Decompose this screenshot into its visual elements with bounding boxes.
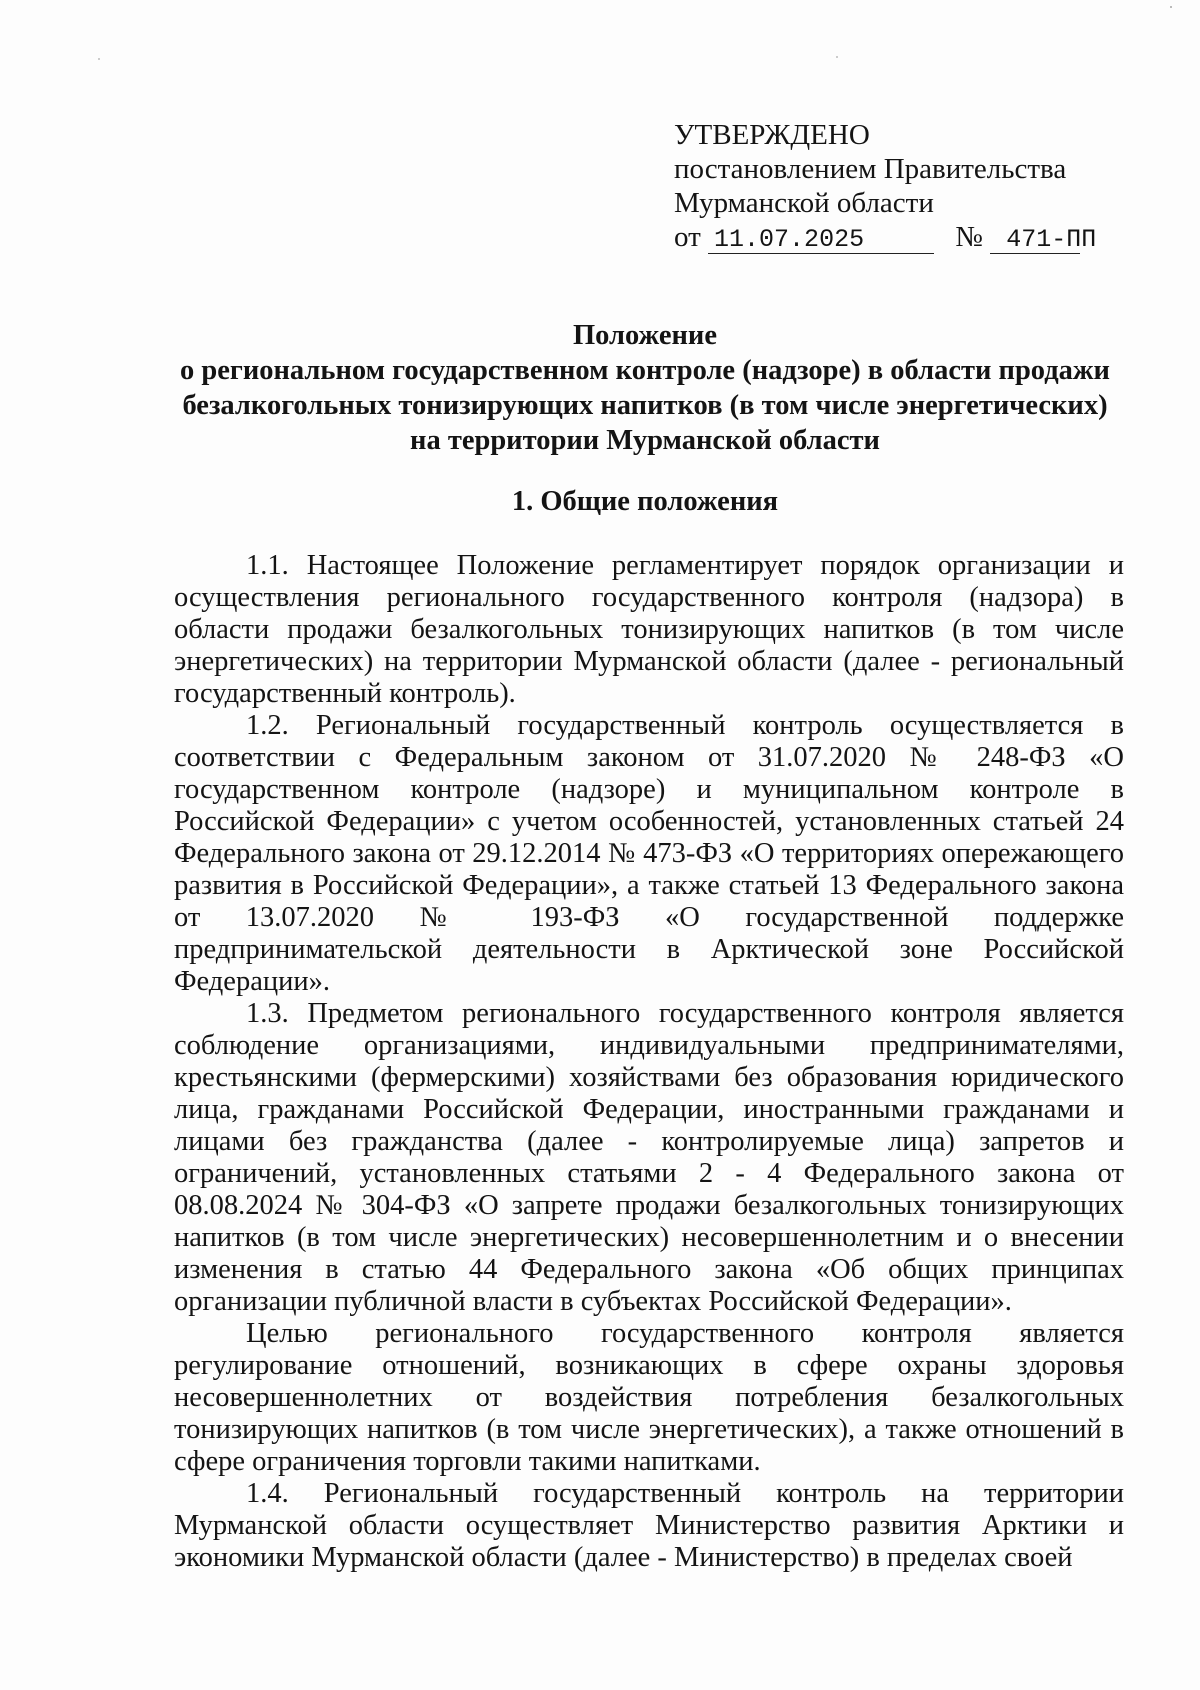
paragraph-1-3: 1.3. Предметом регионального государственного контроля является соблюдение организациями, индивидуальными предпринимателями, крестьянскими (фермерскими) хозяйствами без образования юридического лица, гражданами Российской Федерации, иностранными гражданами и лицами без гражданства (далее - контролируемые лица) запретов и ограничений, установленных статьями 2 - 4 Федерального закона от 08.08.2024 № 304-ФЗ «О запрете продажи безалкогольных тонизирующих напитков (в том числе энергетических) несовершеннолетним и о внесении изменения в статью 44 Федерального закона «Об общих принципах организации публичной власти в субъектах Российской Федерации».	[174, 998, 1124, 1317]
approval-number: 471-ПП	[990, 227, 1080, 254]
from-label: от	[674, 221, 701, 253]
approval-stamp	[674, 118, 1134, 254]
approval-heading: УТВЕРЖДЕНО	[674, 119, 870, 151]
approval-date: 11.07.2025	[708, 227, 934, 254]
title-line-1: Положение	[572, 320, 717, 351]
paragraph-1-4: 1.4. Региональный государственный контроль на территории Мурманской области осуществляет Министерство развития Арктики и экономики Мурманской области (далее - Министерство) в пределах своей	[174, 1478, 1124, 1573]
number-label: №	[955, 221, 983, 253]
paragraph-goal: Целью регионального государственного контроля является регулирование отношений, возникающих в сфере охраны здоровья несовершеннолетних от воздействия потребления безалкогольных тонизирующих напитков (в том числе энергетических), а также отношений в сфере ограничения торговли такими напитками.	[174, 1318, 1124, 1477]
paragraph-1-2: 1.2. Региональный государственный контроль осуществляется в соответствии с Федеральным законом от 31.07.2020 № 248-ФЗ «О государственном контроле (надзоре) и муниципальном контроле в Российской Федерации» с учетом особенностей, установленных статьей 24 Федерального закона от 29.12.2014 № 473-ФЗ «О территориях опережающего развития в Российской Федерации», а также статьей 13 Федерального закона от 13.07.2020 № 193-ФЗ «О государственной поддержке предпринимательской деятельности в Арктической зоне Российской Федерации».	[174, 710, 1124, 997]
section-heading: 1. Общие положения	[511, 486, 779, 517]
approval-line-2: Мурманской области	[674, 187, 934, 219]
paragraph-1-1: 1.1. Настоящее Положение регламентирует порядок организации и осуществления регионального государственного контроля (надзора) в области продажи безалкогольных тонизирующих напитков (в том числе энергетических) на территории Мурманской области (далее - региональный государственный контроль).	[174, 550, 1124, 709]
title-line-3: безалкогольных тонизирующих напитков (в том числе энергетических)	[182, 390, 1108, 421]
document-title	[170, 318, 1120, 458]
approval-line-1: постановлением Правительства	[674, 153, 1067, 185]
title-line-2: о региональном государственном контроле (надзоре) в области продажи	[180, 355, 1110, 386]
approval-date-number-line	[674, 220, 1134, 254]
title-line-4: на территории Мурманской области	[410, 425, 880, 456]
document-body	[174, 550, 1124, 1574]
